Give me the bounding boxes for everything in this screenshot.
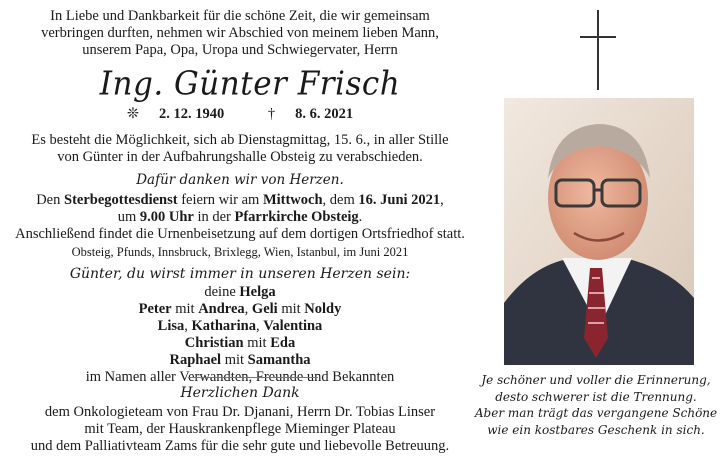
text: mit bbox=[171, 301, 199, 317]
intro-line: verbringen durften, nehmen wir Abschied von meinem lieben Mann, bbox=[41, 25, 439, 41]
family-member: Katharina bbox=[191, 318, 256, 334]
memorial-quote bbox=[472, 372, 720, 438]
thanks-heart: Dafür danken wir von Herzen. bbox=[136, 172, 344, 188]
intro-line: unserem Papa, Opa, Uropa und Schwiegervater, Herrn bbox=[82, 42, 398, 58]
quote-line: desto schwerer ist die Trennung. bbox=[495, 389, 697, 404]
dank-line: und dem Palliativteam Zams für die sehr gute und liebevolle Betreuung. bbox=[30, 438, 450, 454]
family-member: Valentina bbox=[263, 318, 323, 334]
service-date: 16. Juni 2021 bbox=[358, 192, 441, 208]
service-info bbox=[0, 192, 480, 243]
family-line bbox=[0, 301, 480, 318]
dank-line: mit Team, der Hauskrankenpflege Mieminger Plateau bbox=[84, 421, 396, 437]
birth-date-value: 2. 12. 1940 bbox=[159, 106, 225, 122]
deceased-name: Ing. Günter Frisch bbox=[99, 65, 401, 103]
quote-line: wie ein kostbares Geschenk in sich. bbox=[487, 422, 705, 437]
text: um bbox=[117, 209, 140, 225]
family-member: Raphael bbox=[169, 352, 222, 368]
family-member: Peter bbox=[138, 301, 172, 317]
family-member: Andrea bbox=[198, 301, 245, 317]
intro-text bbox=[0, 8, 480, 59]
text: , bbox=[244, 301, 252, 317]
heart-line: Günter, du wirst immer in unseren Herzen sein: bbox=[69, 266, 411, 282]
text: , bbox=[440, 192, 444, 208]
service-time: 9.00 Uhr bbox=[139, 209, 194, 225]
divider bbox=[188, 377, 318, 378]
dank-text bbox=[0, 404, 480, 455]
text: , bbox=[255, 318, 264, 334]
farewell-line: von Günter in der Aufbahrungshalle Obsteig zu verabschieden. bbox=[57, 149, 423, 165]
family-line bbox=[0, 284, 480, 301]
text: mit bbox=[243, 335, 271, 351]
intro-line: In Liebe und Dankbarkeit für die schöne Zeit, die wir gemeinsam bbox=[50, 8, 430, 24]
portrait-photo bbox=[504, 98, 694, 365]
text: . bbox=[358, 209, 363, 225]
life-dates bbox=[0, 106, 480, 123]
family-member: Noldy bbox=[304, 301, 342, 317]
quote-line: Je schöner und voller die Erinnerung, bbox=[481, 373, 711, 387]
dank-line: dem Onkologieteam von Frau Dr. Djanani, Herrn Dr. Tobias Linser bbox=[44, 404, 436, 420]
farewell-text bbox=[0, 132, 480, 166]
text: , bbox=[184, 318, 192, 334]
death-date bbox=[258, 106, 363, 122]
service-line-2 bbox=[0, 209, 480, 226]
service-type: Sterbegottesdienst bbox=[64, 192, 178, 208]
text: , dem bbox=[322, 192, 359, 208]
cross-icon bbox=[580, 10, 616, 90]
text: feiern wir am bbox=[177, 192, 263, 208]
family-member: Lisa bbox=[157, 318, 185, 334]
dank-title: Herzlichen Dank bbox=[180, 385, 300, 401]
places-date: Obsteig, Pfunds, Innsbruck, Brixlegg, Wien, Istanbul, im Juni 2021 bbox=[71, 245, 409, 259]
text: in der bbox=[193, 209, 235, 225]
family-line bbox=[0, 335, 480, 352]
birth-symbol-icon: ❊ bbox=[126, 106, 140, 122]
service-church: Pfarrkirche Obsteig bbox=[234, 209, 359, 225]
death-cross-icon: † bbox=[267, 106, 276, 122]
family-member: Helga bbox=[239, 284, 276, 300]
text: mit bbox=[221, 352, 248, 368]
service-day: Mittwoch bbox=[262, 192, 323, 208]
death-date-value: 8. 6. 2021 bbox=[295, 106, 354, 122]
family-member: Eda bbox=[270, 335, 296, 351]
family-line bbox=[0, 352, 480, 369]
text: deine bbox=[204, 284, 240, 300]
service-line-3: Anschließend findet die Urnenbeisetzung auf dem dortigen Ortsfriedhof statt. bbox=[15, 226, 465, 242]
family-list bbox=[0, 284, 480, 386]
birth-date bbox=[117, 106, 234, 122]
family-member: Christian bbox=[184, 335, 244, 351]
family-member: Geli bbox=[251, 301, 278, 317]
family-line bbox=[0, 318, 480, 335]
family-member: Samantha bbox=[247, 352, 311, 368]
quote-line: Aber man trägt das vergangene Schöne bbox=[474, 406, 718, 420]
text: mit bbox=[277, 301, 305, 317]
service-line-1 bbox=[0, 192, 480, 209]
farewell-line: Es besteht die Möglichkeit, sich ab Dienstagmittag, 15. 6., in aller Stille bbox=[31, 132, 449, 148]
family-line: im Namen aller Verwandten, Freunde und Bekannten bbox=[85, 369, 395, 385]
text: Den bbox=[36, 192, 64, 208]
